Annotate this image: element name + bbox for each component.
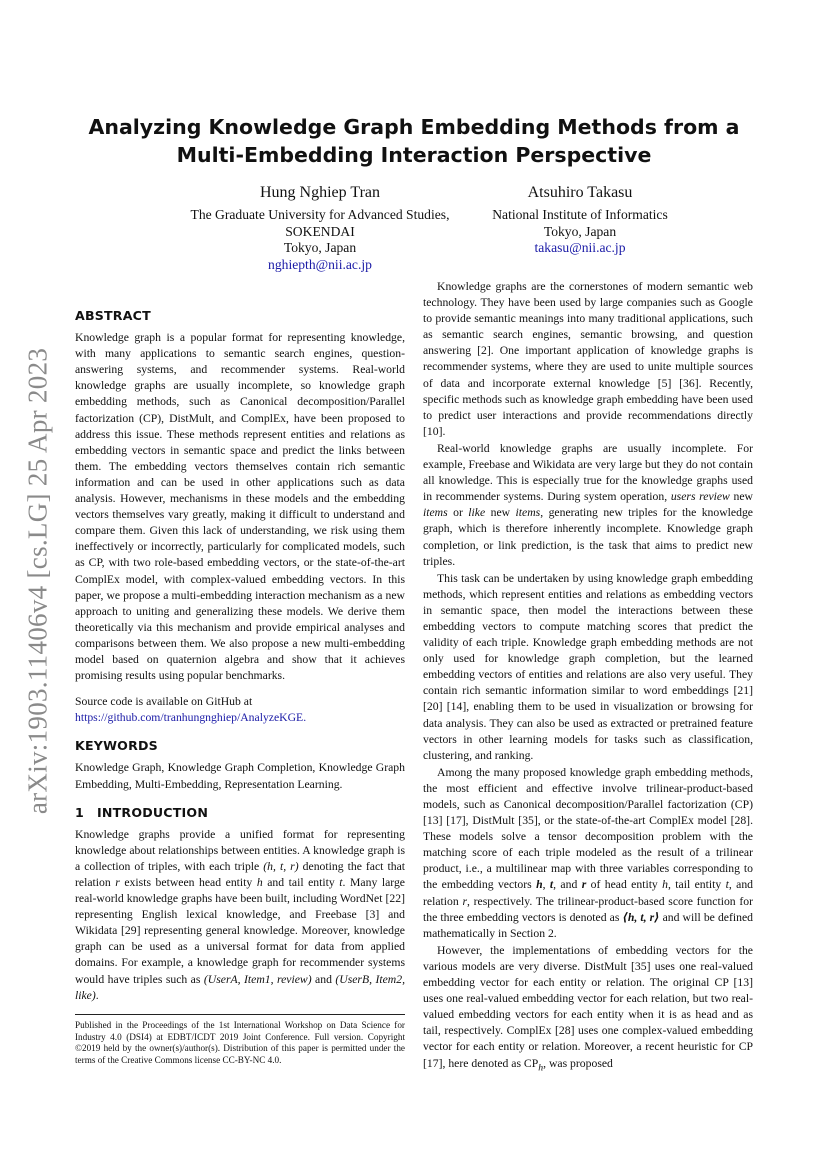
author-name: Hung Nghiep Tran bbox=[259, 184, 380, 201]
author-email-link[interactable]: takasu@nii.ac.jp bbox=[534, 240, 626, 255]
left-column bbox=[75, 308, 405, 1004]
source-code-label: Source code is available on GitHub at bbox=[75, 695, 253, 709]
right-column bbox=[423, 279, 753, 1076]
abstract-text: Knowledge graph is a popular format for representing knowledge, with many applications to semantic search engines, question-answering systems, and recommender systems. Real-world knowledge graphs are usually incomplete, so knowledge graph embedding methods, such as Canonical decomposition/Parallel factorization (CP), DistMult, and ComplEx, have been proposed to address this issue. These methods represent entities and relations as embedding vectors in semantic space and predict the links between them. The embedding vectors themselves contain rich semantic information and can be used in other applications such as data analysis. However, mechanisms in these models and the embedding vectors themselves vary greatly, making it difficult to understand and compare them. Given this lack of understanding, we risk using them ineffectively or incorrectly, particularly for complicated models, such as CP, with two role-based embedding vectors, or the state-of-the-art ComplEx model, with complex-valued embedding vectors. In this paper, we propose a multi-embedding interaction mechanism as a new approach to uniting and generalizing these models. We derive them theoretically via this mechanism and provide empirical analyses and comparisons between them. We also propose a new multi-embedding model based on quaternion algebra and show that it achieves promising results using popular benchmarks. bbox=[75, 331, 405, 683]
title-line-1: Analyzing Knowledge Graph Embedding Methods from a bbox=[88, 115, 740, 139]
title-line-2: Multi-Embedding Interaction Perspective bbox=[176, 143, 652, 167]
section-title: INTRODUCTION bbox=[97, 804, 209, 820]
intro-paragraph-1: Knowledge graphs provide a unified format for representing knowledge about relationships between entities. A knowledge graph is a collection of triples, with each triple (h, t, r) denoting the fact that relation r exists between head entity h and tail entity t. Many large real-world knowledge graphs have been built, including WordNet [22] representing English lexical knowledge, and Freebase [3] and Wikidata [29] representing general knowledge. Moreover, knowledge graph can be used as a universal format for data from applied domains. For example, a knowledge graph for recommender systems would have triples such as (UserA, Item1, review) and (UserB, Item2, like). bbox=[75, 827, 406, 1002]
author-affiliation-line: Tokyo, Japan bbox=[283, 240, 357, 255]
intro-paragraph-4: This task can be undertaken by using knowledge graph embedding methods, which represent entities and relations as embedding vectors in semantic space, then model the interactions between these embedding vectors to compute matching scores that predict the validity of each triple. Knowledge graph embedding methods are not only used for knowledge graph completion, but the learned embedding vectors of entities and relations are also very useful. They contain rich semantic information similar to word embeddings [21] [20] [14], enabling them to be used in visualization or browsing for data analysis. They can also be used as extracted or pretrained feature vectors in other learning models for tasks such as classification, clustering, and ranking. bbox=[423, 571, 753, 762]
intro-paragraph-3: Real-world knowledge graphs are usually incomplete. For example, Freebase and Wikidata are very large but they do not contain all knowledge. This is especially true for the knowledge graphs used in recommender systems. During system operation, users review new items or like new items, generating new triples for the knowledge graph, which is therefore inherently incomplete. Knowledge graph completion, or link prediction, is the task that aims to predict new triples. bbox=[423, 441, 753, 568]
author-affiliation-line: SOKENDAI bbox=[285, 223, 355, 239]
keywords-text: Knowledge Graph, Knowledge Graph Completion, Knowledge Graph Embedding, Multi-Embedding, Representation Learning. bbox=[75, 761, 405, 791]
arxiv-id-text: arXiv:1903.11406v4 [cs.LG] 25 Apr 2023 bbox=[22, 347, 53, 815]
abstract-heading: ABSTRACT bbox=[75, 308, 151, 323]
author-affiliation-line: Tokyo, Japan bbox=[543, 223, 617, 239]
section-number: 1 bbox=[75, 804, 84, 820]
keywords-heading: KEYWORDS bbox=[75, 738, 158, 754]
author-name: Atsuhiro Takasu bbox=[527, 184, 633, 201]
source-code-note bbox=[75, 694, 405, 726]
arxiv-identifier-stamp bbox=[18, 332, 58, 830]
copyright-footnote: Published in the Proceedings of the 1st International Workshop on Data Science for Industry 4.0 (DSI4) at EDBT/ICDT 2019 Joint Conference. Full version. Copyright ©2019 held by the owner(s)/author(s). Distribution of this paper is permitted under the terms of the Creative Commons license CC-BY-NC 4.0. bbox=[75, 1014, 405, 1066]
author-email-link[interactable]: nghiepth@nii.ac.jp bbox=[268, 256, 372, 272]
author-affiliation-line: National Institute of Informatics bbox=[492, 207, 668, 222]
author-block-2 bbox=[440, 183, 720, 257]
author-block-1 bbox=[150, 183, 490, 273]
intro-paragraph-5: Among the many proposed knowledge graph embedding methods, the most efficient and effective involve trilinear-product-based models, such as Canonical decomposition/Parallel factorization (CP) [13] [17], DistMult [35], or the state-of-the-art ComplEx model [28]. These models solve a tensor decomposition problem with the matching score of each triple modeled as the result of a trilinear product, i.e., a multilinear map with three variables corresponding to the embedding vectors h, t, and r of head entity h, tail entity t, and relation r, respectively. The trilinear-product-based score function for the three embedding vectors is denoted as ⟨h, t, r⟩ and will be defined mathematically in Section 2. bbox=[423, 765, 754, 940]
author-affiliation-line: The Graduate University for Advanced Studies, bbox=[190, 207, 450, 222]
intro-paragraph-2: Knowledge graphs are the cornerstones of modern semantic web technology. They have been used by large companies such as Google to provide semantic meanings into many traditional applications, such as semantic search engines, semantic browsing, and question answering [2]. One important application of knowledge graphs is recommender systems, where they are used to unite multiple sources of data and incorporate external knowledge [5] [36]. Recently, specific methods such as knowledge graph embedding have been used to predict user interactions and provide recommendations directly [10]. bbox=[423, 280, 753, 438]
paper-title bbox=[60, 113, 768, 169]
introduction-heading bbox=[75, 805, 405, 821]
intro-paragraph-6: However, the implementations of embedding vectors for the various models are very diverse. DistMult [35] uses one real-valued embedding vector for each entity or relation. The original CP [13] uses one real-valued embedding vector for each relation, but two real-valued embedding vectors for each entity when it is as head and as tail, respectively. ComplEx [28] uses one complex-valued embedding vector for each entity or relation. Moreover, a recent heuristic for CP [17], here denoted as $CP_h$, was proposed bbox=[423, 943, 753, 1073]
source-code-link[interactable]: https://github.com/tranhungnghiep/AnalyzeKGE. bbox=[75, 711, 307, 725]
